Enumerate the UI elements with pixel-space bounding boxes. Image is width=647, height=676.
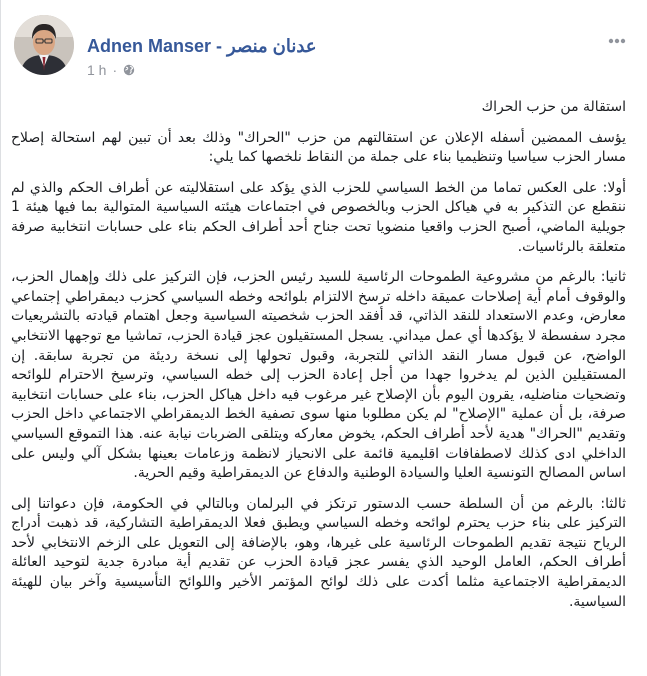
post-paragraph: ثانيا: بالرغم من مشروعية الطموحات الرئاسية للسيد رئيس الحزب، فإن التركيز على ذلك وإهمال الحزب، والوقوف أمام أية إصلاحات عميقة داخله ترسخ الالتزام بلوائحه وخطه السياسي كحزب ديمقراطي إجتماعي معارض، وعدم الاستعداد للنقد الذاتي، قد أفقد الحزب شخصيته السياسية وجعل اهتمام قيادته بالتشريعيات مجرد سفسطة لا يؤكدها أي عمل ميداني. يسجل المستقيلون عجز قيادة الحزب، تماشيا مع توجهها الانتخابي الواضح، عن قبول مسار النقد الذاتي للتجربة، وقبول تحولها إلى نسخة رديئة من تجربة سابقة. إن المستقيلين الذين لم يدخروا جهدا من أجل إعادة الحزب إلى خطه السياسي، وترسيخ الاحترام للوائحه وتضحيات مناضليه، يقرون اليوم بأن الإصلاح غير مرغوب فيه داخل هياكل الحزب، بناء على حسابات انتخابية صرفة، بل أن عملية "الإصلاح" لم يكن مطلوبا منها سوى تصفية الخط الديمقراطي الاجتماعي داخل الحزب وتقديم "الحراك" هدية لأحد أطراف الحكم، يخوض معاركه ويتلقى الضربات نيابة عنه. هذا التموقع السياسي الداخلي ادى كذلك لاصطفافات اقليمية قائمة على الانحياز لانظمة وزعامات بعينها بشكل آلي وليس على اساس المصالح التونسية العليا والسيادة الوطنية والدفاع عن الديمقراطية وقيم الحرية. [11,269,626,482]
author-name[interactable]: Adnen Manser - عدنان منصر [87,36,317,56]
post-paragraph: ثالثا: بالرغم من أن السلطة حسب الدستور ترتكز في البرلمان وبالتالي في الحكومة، فإن دعواتنا إلى التركيز على بناء حزب يحترم لوائحه وخطه السياسي ويطبق فعلا الديمقراطية التشاركية، قد ذهبت أدراج الرياح نتيجة تقديم الطموحات الرئاسية على غيرها، وهو، بالإضافة إلى التعويل على الزخم الانتخابي لأحد أطراف الحكم، العامل الوحيد الذي يفسر عجز قيادة الحزب عن تقديم أية مبادرة جدية لتوحيد العائلة الديمقراطية الاجتماعية مثلما أكدت على ذلك لوائح المؤتمر الأخير واللوائح التأسيسية وآخر بيان للهيئة السياسية. [11,495,626,610]
post-paragraph: يؤسف الممضين أسفله الإعلان عن استقالتهم من حزب "الحراك" وذلك بعد أن تبين لهم استحالة إصلاح مسار الحزب سياسيا وتنظيميا بناء على جملة من النقاط نلخصها كما يلي: [11,129,626,166]
post-title: استقالة من حزب الحراك [481,99,626,115]
globe-icon[interactable] [123,64,135,76]
post-header [1,0,647,92]
timestamp[interactable]: 1 h [87,62,107,78]
post-meta: 1 h · [87,62,135,78]
more-options-icon[interactable] [608,38,626,44]
post-paragraph: أولا: على العكس تماما من الخط السياسي للحزب الذي يؤكد على استقلاليته عن أطراف الحكم والذي لم ننقطع عن التذكير به في هياكل الحزب وبالخصوص في اجتماعات هيئته السياسية المتوالية بما فيها هيئة 1 جويلية الماضي، أصبح الحزب واقعيا منضويا تحت جناح أحد أطراف الحكم بناء على حسابات انتخابية صرفة متعلقة بالرئاسيات. [11,179,626,255]
post-body [11,98,626,623]
avatar[interactable] [14,15,74,75]
avatar-photo [14,15,74,75]
